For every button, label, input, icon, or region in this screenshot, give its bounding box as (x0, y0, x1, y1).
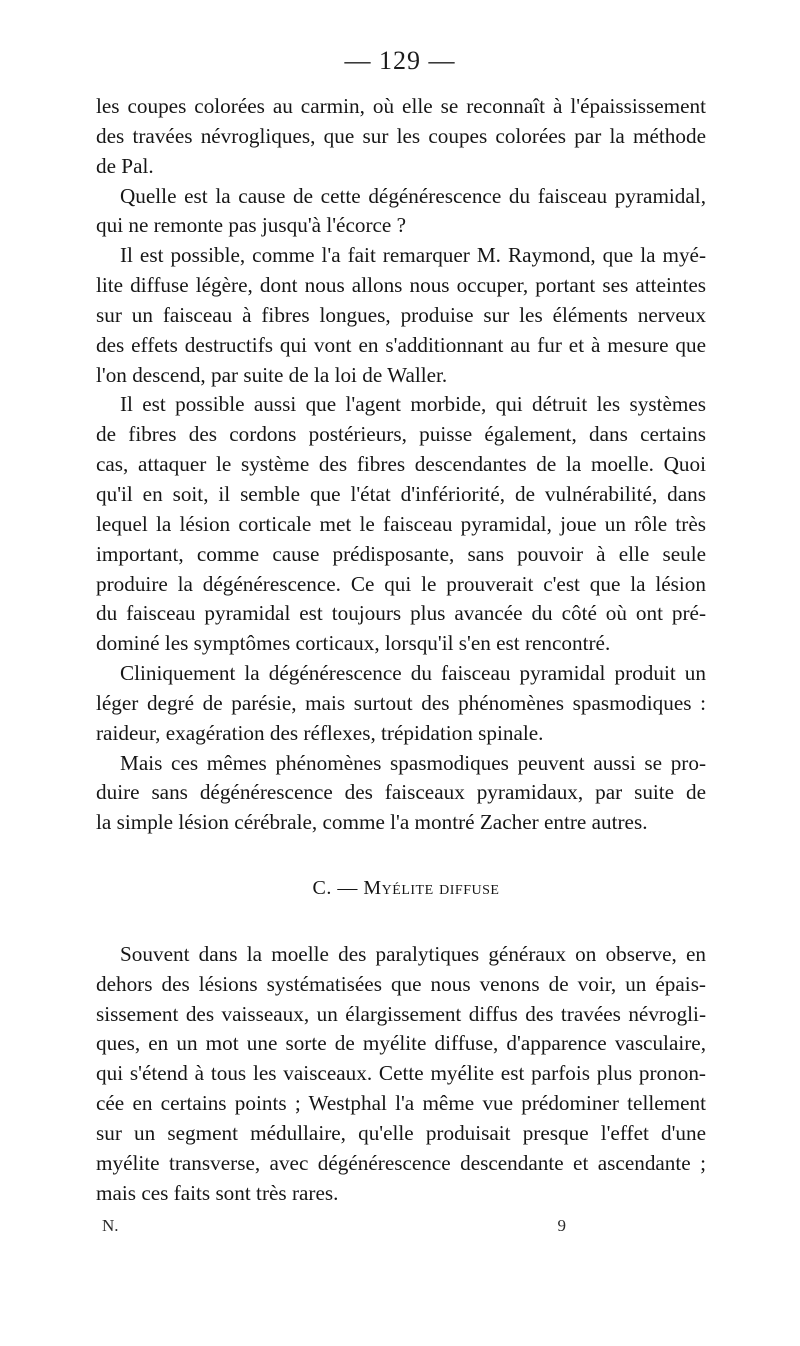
paragraph (96, 940, 706, 1209)
paragraph (96, 92, 706, 182)
text-line: qu'il en soit, il semble que l'état d'infériorité, de vulnérabilité, dans (96, 481, 706, 506)
paragraph (96, 749, 706, 839)
signature-mark: N. (102, 1215, 119, 1235)
paragraph (96, 182, 706, 242)
text-line: duire sans dégénérescence des faisceaux pyramidaux, par suite de (96, 780, 706, 805)
paragraph (96, 241, 706, 390)
text-line: sur un segment médullaire, qu'elle produisait presque l'effet d'une (96, 1121, 706, 1145)
paragraph (96, 659, 706, 749)
text-line: qui s'étend à tous les vaisceaux. Cette myélite est parfois plus pronon- (96, 1061, 706, 1086)
text-line: des effets destructifs qui vont en s'additionnant au fur et à mesure que (96, 332, 706, 357)
text-line: Il est possible, comme l'a fait remarquer M. Raymond, que la myé- (120, 243, 706, 268)
text-line: la simple lésion cérébrale, comme l'a montré Zacher entre autres. (96, 810, 648, 835)
text-line: cée en certains points ; Westphal l'a même vue prédominer tellement (96, 1091, 706, 1116)
text-line: dominé les symptômes corticaux, lorsqu'il s'en est rencontré. (96, 631, 611, 656)
text-line: du faisceau pyramidal est toujours plus avancée du côté où ont pré- (96, 601, 706, 626)
text-line: Souvent dans la moelle des paralytiques généraux on observe, en (120, 941, 706, 966)
text-line: Cliniquement la dégénérescence du faisceau pyramidal produit un (120, 661, 706, 686)
text-line: sissement des vaisseaux, un élargissement diffus des travées névrogli- (96, 1001, 706, 1026)
text-line: dehors des lésions systématisées que nous venons de voir, un épais- (96, 971, 706, 996)
text-line: qui ne remonte pas jusqu'à l'écorce ? (96, 213, 407, 238)
page-number: — 129 — (344, 46, 456, 75)
text-line: Il est possible aussi que l'agent morbide, qui détruit les systèmes (120, 392, 706, 417)
text-line: important, comme cause prédisposante, sans pouvoir à elle seule (96, 541, 706, 566)
text-line: Quelle est la cause de cette dégénérescence du faisceau pyramidal, (120, 183, 706, 208)
text-line: des travées névrogliques, que sur les coupes colorées par la méthode (96, 123, 706, 148)
text-block-after-heading (96, 940, 706, 1209)
text-line: de Pal. (96, 153, 154, 178)
text-line: produire la dégénérescence. Ce qui le prouverait c'est que la lésion (96, 571, 706, 596)
text-line: ques, en un mot une sorte de myélite diffuse, d'apparence vasculaire, (96, 1031, 706, 1056)
text-line: l'on descend, par suite de la loi de Waller. (96, 362, 448, 387)
paragraph (96, 390, 706, 659)
text-line: lite diffuse légère, dont nous allons nous occuper, portant ses atteintes (96, 273, 706, 298)
text-line: mais ces faits sont très rares. (96, 1180, 339, 1205)
page-footer (96, 1211, 706, 1237)
text-line: myélite transverse, avec dégénérescence descendante et ascendante ; (96, 1150, 706, 1175)
text-line: cas, attaquer le système des fibres descendantes de la moelle. Quoi (96, 452, 706, 477)
text-line: raideur, exagération des réflexes, trépidation spinale. (96, 720, 544, 745)
page-body (96, 92, 706, 1237)
sheet-number: 9 (557, 1215, 566, 1235)
text-line: de fibres des cordons postérieurs, puisse également, dans certains (96, 422, 706, 447)
section-heading (96, 874, 706, 904)
text-line: sur un faisceau à fibres longues, produise sur les éléments nerveux (96, 302, 706, 327)
text-line: les coupes colorées au carmin, où elle se reconnaît à l'épaississement (96, 94, 706, 118)
text-line: Mais ces mêmes phénomènes spasmodiques peuvent aussi se pro- (120, 750, 706, 775)
text-block-before-heading (96, 92, 706, 838)
section-heading-prefix: C. — (312, 877, 364, 900)
section-heading-title: Myélite diffuse (363, 877, 500, 900)
text-line: léger degré de parésie, mais surtout des phénomènes spasmodiques : (96, 690, 706, 715)
text-line: lequel la lésion corticale met le faisceau pyramidal, joue un rôle très (96, 511, 706, 536)
